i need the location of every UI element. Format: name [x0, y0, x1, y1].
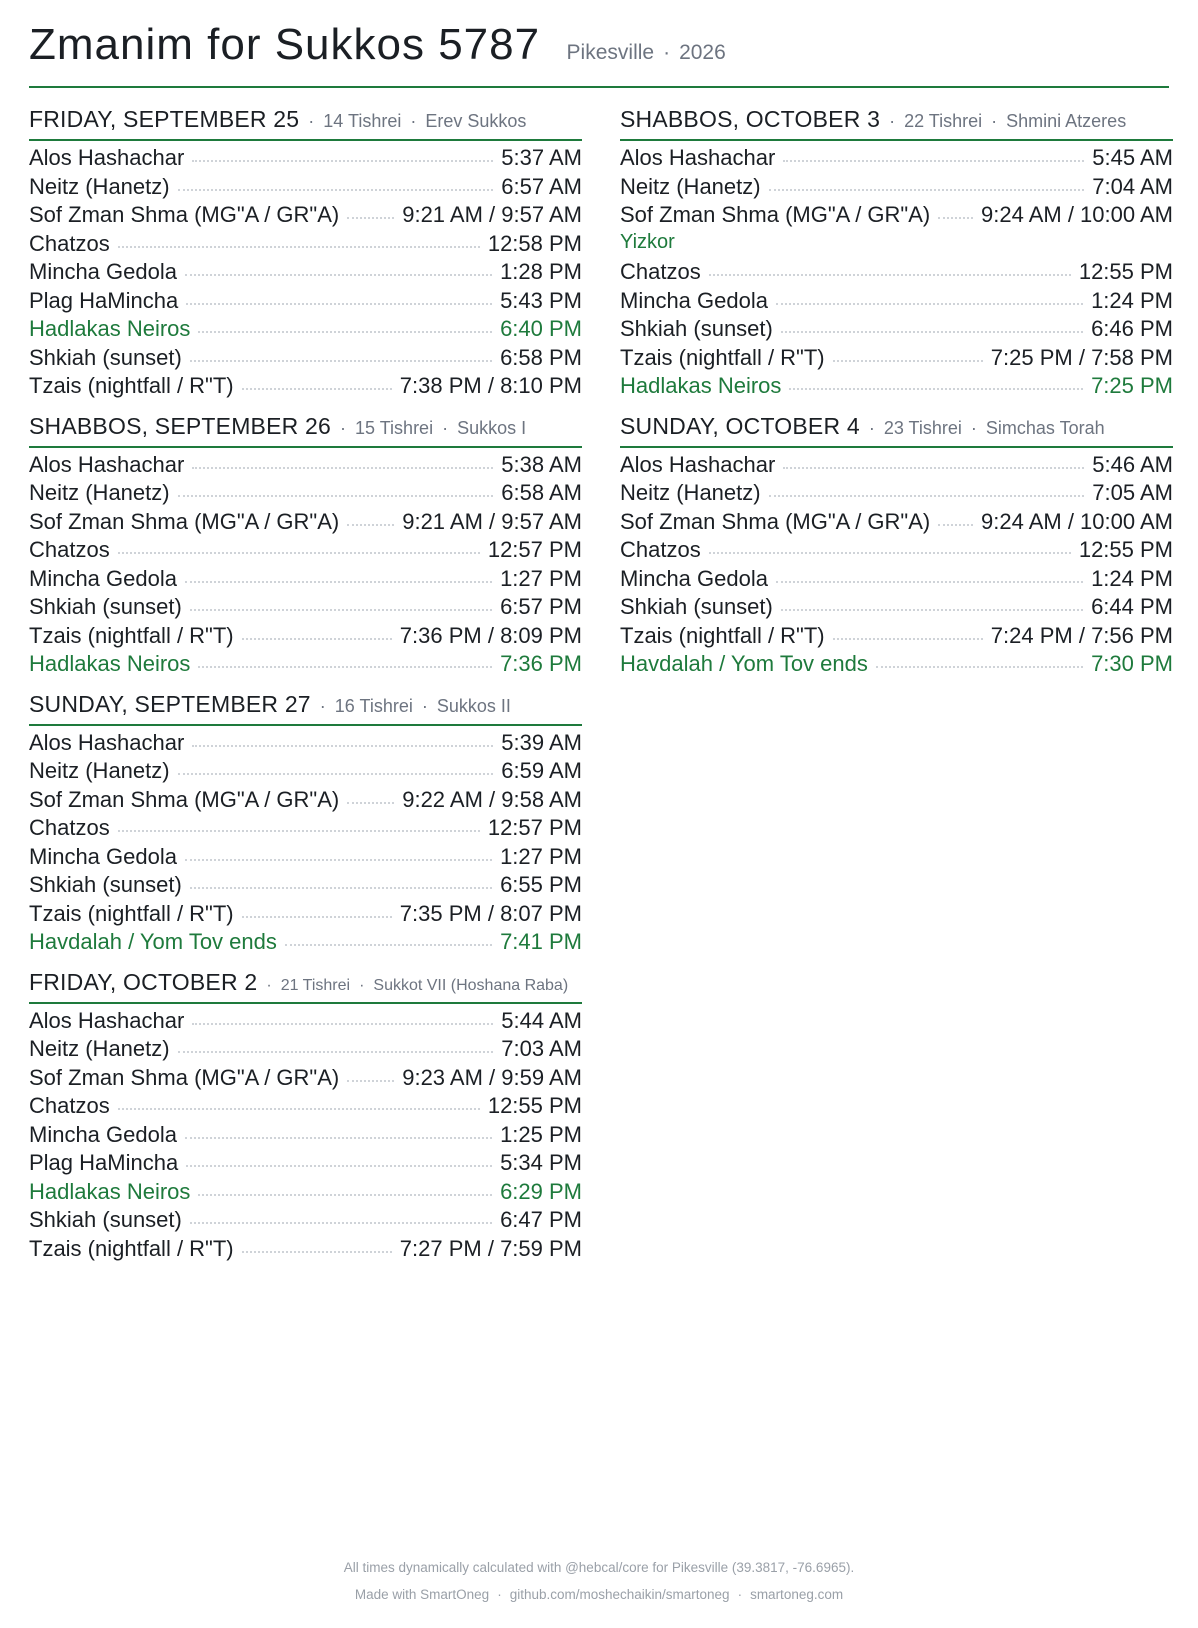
separator-dot: ·: [359, 976, 365, 994]
zman-time: 6:58 AM: [501, 480, 582, 505]
zman-label: Sof Zman Shma (MG"A / GR"A): [29, 1064, 340, 1090]
dot-leader: [789, 388, 1083, 390]
hebrew-date: 23 Tishrei: [883, 417, 962, 438]
separator-dot: ·: [410, 111, 417, 131]
zman-row: [620, 145, 1173, 174]
zman-row: [620, 480, 1173, 509]
zman-label: Alos Hashachar: [29, 729, 185, 755]
zman-label: Havdalah / Yom Tov ends: [29, 929, 277, 954]
zman-row: [29, 145, 582, 174]
dot-leader: [178, 773, 494, 775]
zman-row: [620, 316, 1173, 345]
zman-label: Chatzos: [29, 1093, 110, 1118]
separator-dot: ·: [266, 976, 272, 994]
zman-time: 5:43 PM: [500, 287, 582, 313]
day-header: [29, 106, 582, 141]
zman-label: Plag HaMincha: [29, 287, 179, 313]
dot-leader: [938, 524, 973, 526]
zman-time: 7:04 AM: [1092, 173, 1173, 199]
zman-time: 7:36 PM: [500, 651, 582, 676]
dot-leader: [781, 331, 1083, 333]
separator-dot: ·: [970, 417, 977, 438]
dot-leader: [783, 467, 1084, 469]
holiday-name: Shmini Atzeres: [1006, 111, 1127, 131]
zman-time: 6:57 AM: [501, 173, 582, 199]
dot-leader: [118, 830, 480, 832]
separator-dot: ·: [889, 111, 896, 131]
day-header: [29, 413, 582, 448]
day-name: SHABBOS, SEPTEMBER 26: [29, 412, 332, 439]
day-name: FRIDAY, OCTOBER 2: [29, 968, 258, 995]
zman-label: Alos Hashachar: [620, 451, 776, 477]
separator-dot: ·: [319, 695, 326, 716]
zman-label: Tzais (nightfall / R"T): [29, 622, 234, 648]
zman-time: 9:24 AM / 10:00 AM: [980, 508, 1173, 534]
zman-row: [29, 452, 582, 481]
zman-label: Chatzos: [29, 230, 110, 256]
dot-leader: [192, 160, 493, 162]
zman-time: 7:35 PM / 8:07 PM: [399, 900, 582, 926]
zman-label: Sof Zman Shma (MG"A / GR"A): [620, 508, 931, 534]
separator-dot: ·: [991, 111, 998, 131]
zman-row: [29, 373, 582, 402]
holiday-name: Simchas Torah: [985, 417, 1105, 438]
dot-leader: [190, 1222, 492, 1224]
zman-label: Alos Hashachar: [29, 145, 185, 170]
day-name: SHABBOS, OCTOBER 3: [620, 106, 881, 132]
zman-row: [29, 1236, 582, 1265]
zman-time: 1:27 PM: [500, 565, 582, 591]
zman-time: 6:46 PM: [1091, 316, 1173, 341]
zman-time: 9:22 AM / 9:58 AM: [402, 786, 582, 812]
zman-time: 9:24 AM / 10:00 AM: [980, 202, 1173, 227]
zman-time: 5:38 AM: [501, 451, 582, 477]
zman-row: [29, 316, 582, 345]
zman-time: 12:55 PM: [1078, 259, 1173, 284]
zman-label: Tzais (nightfall / R"T): [29, 1235, 234, 1261]
zman-row: [620, 202, 1173, 231]
dot-leader: [190, 887, 492, 889]
zman-label: Alos Hashachar: [620, 145, 776, 170]
made-with-label: Made with SmartOneg: [354, 1587, 490, 1602]
day-meta: [299, 111, 526, 131]
page-header: [29, 20, 1169, 88]
zman-row: [29, 509, 582, 538]
zman-label: Hadlakas Neiros: [29, 651, 191, 676]
dot-leader: [709, 552, 1071, 554]
zman-row: [29, 730, 582, 759]
zman-row: [620, 259, 1173, 288]
zman-time: 7:27 PM / 7:59 PM: [399, 1235, 582, 1261]
dot-leader: [781, 609, 1083, 611]
day-name: SUNDAY, OCTOBER 4: [620, 412, 860, 439]
right-column: [620, 106, 1173, 691]
dot-leader: [347, 1080, 394, 1082]
zman-row: [620, 174, 1173, 203]
zman-time: 6:57 PM: [500, 594, 582, 619]
dot-leader: [185, 274, 492, 276]
zman-row: [29, 623, 582, 652]
zman-label: Shkiah (sunset): [29, 1207, 182, 1232]
zman-time: 6:40 PM: [500, 316, 582, 341]
zman-label: Sof Zman Shma (MG"A / GR"A): [29, 786, 340, 812]
zman-row: [29, 651, 582, 680]
zman-row: [29, 1093, 582, 1122]
separator-dot: ·: [308, 111, 315, 131]
zman-row: [620, 231, 1173, 260]
zman-label: Sof Zman Shma (MG"A / GR"A): [29, 508, 340, 534]
zman-row: [29, 1179, 582, 1208]
zman-label: Hadlakas Neiros: [29, 1178, 191, 1204]
dot-leader: [242, 638, 392, 640]
zman-row: [29, 1122, 582, 1151]
zman-time: 5:34 PM: [500, 1150, 582, 1175]
dot-leader: [192, 745, 493, 747]
zman-time: 12:55 PM: [487, 1093, 582, 1118]
zman-row: [29, 288, 582, 317]
zman-row: [620, 623, 1173, 652]
dot-leader: [242, 388, 392, 390]
dot-leader: [178, 495, 494, 497]
dot-leader: [190, 609, 492, 611]
dot-leader: [178, 1051, 494, 1053]
day-section: [29, 413, 582, 680]
dot-leader: [285, 944, 492, 946]
zman-row: [29, 1150, 582, 1179]
zman-row: [29, 174, 582, 203]
zman-time: 7:03 AM: [501, 1036, 582, 1061]
separator-dot: ·: [442, 417, 449, 438]
zman-label: Plag HaMincha: [29, 1150, 179, 1175]
zman-label: Shkiah (sunset): [620, 316, 773, 341]
holiday-name: Sukkot VII (Hoshana Raba): [373, 976, 569, 994]
zman-label: Neitz (Hanetz): [620, 480, 761, 505]
day-section: [29, 969, 582, 1265]
zman-row: [620, 345, 1173, 374]
dot-leader: [242, 916, 392, 918]
zman-row: [620, 566, 1173, 595]
zman-time: 9:21 AM / 9:57 AM: [402, 508, 582, 534]
zman-time: 12:55 PM: [1078, 537, 1173, 562]
zman-time: 1:28 PM: [500, 259, 582, 284]
zman-row: [620, 537, 1173, 566]
zman-label: Mincha Gedola: [29, 843, 177, 869]
zman-row: [620, 288, 1173, 317]
zman-label: Tzais (nightfall / R"T): [29, 900, 234, 926]
day-header: [620, 413, 1173, 448]
zman-time: 1:27 PM: [500, 843, 582, 869]
zman-time: 6:44 PM: [1091, 594, 1173, 619]
dot-leader: [198, 331, 492, 333]
zman-label: Havdalah / Yom Tov ends: [620, 651, 868, 676]
zman-row: [29, 1008, 582, 1037]
separator-dot: ·: [868, 417, 875, 438]
zman-label: Neitz (Hanetz): [29, 758, 170, 783]
page-subtitle: [567, 41, 726, 65]
zman-row: [620, 594, 1173, 623]
dot-leader: [198, 666, 492, 668]
separator-dot: ·: [340, 417, 347, 438]
holiday-name: Sukkos I: [457, 417, 527, 438]
day-section: [29, 691, 582, 958]
hebrew-date: 16 Tishrei: [334, 695, 413, 716]
zman-row: [620, 509, 1173, 538]
dot-leader: [938, 217, 973, 219]
zman-label: Hadlakas Neiros: [29, 316, 191, 341]
zman-row: [29, 901, 582, 930]
zman-row: [620, 651, 1173, 680]
page-title: Zmanim for Sukkos 5787: [29, 20, 541, 69]
zman-row: [29, 1036, 582, 1065]
dot-leader: [178, 189, 494, 191]
dot-leader: [709, 274, 1071, 276]
zman-row: [29, 594, 582, 623]
holiday-name: Erev Sukkos: [425, 111, 527, 131]
hebrew-date: 15 Tishrei: [355, 417, 434, 438]
zman-label: Yizkor: [620, 230, 675, 253]
zman-row: [29, 202, 582, 231]
zman-label: Alos Hashachar: [29, 451, 185, 477]
dot-leader: [347, 217, 394, 219]
zman-label: Shkiah (sunset): [29, 344, 182, 370]
zman-row: [620, 452, 1173, 481]
hebrew-date: 21 Tishrei: [280, 976, 351, 994]
zman-row: [29, 345, 582, 374]
dot-leader: [185, 581, 492, 583]
zman-label: Sof Zman Shma (MG"A / GR"A): [29, 202, 340, 227]
dot-leader: [192, 1023, 493, 1025]
zman-label: Chatzos: [620, 259, 701, 284]
zman-time: 5:37 AM: [501, 145, 582, 170]
dot-leader: [833, 360, 983, 362]
zman-label: Shkiah (sunset): [29, 594, 182, 619]
zman-time: 9:21 AM / 9:57 AM: [402, 202, 582, 227]
site-link[interactable]: smartoneg.com: [750, 1587, 844, 1602]
zman-time: 12:57 PM: [487, 815, 582, 840]
zman-label: Neitz (Hanetz): [620, 173, 761, 199]
day-name: FRIDAY, SEPTEMBER 25: [29, 106, 300, 132]
dot-leader: [185, 859, 492, 861]
zman-time: 6:58 PM: [500, 344, 582, 370]
github-link[interactable]: github.com/moshechaikin/smartoneg: [509, 1587, 730, 1602]
dot-leader: [186, 303, 492, 305]
day-section: [29, 106, 582, 402]
zman-label: Neitz (Hanetz): [29, 480, 170, 505]
zman-time: 1:24 PM: [1091, 287, 1173, 313]
zman-row: [29, 259, 582, 288]
zman-label: Chatzos: [29, 537, 110, 562]
zman-label: Shkiah (sunset): [620, 594, 773, 619]
zman-row: [29, 844, 582, 873]
zman-time: 6:59 AM: [501, 758, 582, 783]
day-header: [29, 691, 582, 726]
zman-label: Mincha Gedola: [620, 287, 768, 313]
dot-leader: [198, 1194, 492, 1196]
zman-row: [29, 787, 582, 816]
zman-label: Chatzos: [29, 815, 110, 840]
zman-label: Alos Hashachar: [29, 1007, 185, 1033]
zman-row: [29, 231, 582, 260]
zman-time: 12:58 PM: [487, 230, 582, 256]
zman-time: 6:47 PM: [500, 1207, 582, 1232]
dot-leader: [190, 360, 492, 362]
dot-leader: [186, 1165, 492, 1167]
zman-label: Hadlakas Neiros: [620, 373, 782, 398]
dot-leader: [833, 638, 983, 640]
dot-leader: [118, 552, 480, 554]
zman-label: Sof Zman Shma (MG"A / GR"A): [620, 202, 931, 227]
dot-leader: [776, 303, 1083, 305]
dot-leader: [192, 467, 493, 469]
separator-dot: ·: [663, 41, 671, 64]
day-header: [620, 106, 1173, 141]
zman-label: Mincha Gedola: [29, 259, 177, 284]
zman-time: 9:23 AM / 9:59 AM: [402, 1064, 582, 1090]
zman-time: 7:38 PM / 8:10 PM: [399, 373, 582, 398]
zman-label: Neitz (Hanetz): [29, 1036, 170, 1061]
zman-time: 7:25 PM: [1091, 373, 1173, 398]
hebrew-date: 14 Tishrei: [323, 111, 402, 131]
zman-label: Shkiah (sunset): [29, 872, 182, 897]
zman-time: 7:05 AM: [1092, 480, 1173, 505]
zman-time: 7:24 PM / 7:56 PM: [990, 622, 1173, 648]
zman-time: 1:25 PM: [500, 1121, 582, 1147]
dot-leader: [783, 160, 1084, 162]
zman-time: 6:29 PM: [500, 1178, 582, 1204]
zman-time: 5:44 AM: [501, 1007, 582, 1033]
zman-time: 7:30 PM: [1091, 651, 1173, 676]
dot-leader: [776, 581, 1083, 583]
zman-label: Tzais (nightfall / R"T): [620, 622, 825, 648]
zman-label: Tzais (nightfall / R"T): [29, 373, 234, 398]
dot-leader: [118, 1108, 480, 1110]
year-label: 2026: [679, 41, 726, 64]
zman-time: 5:45 AM: [1092, 145, 1173, 170]
zman-label: Chatzos: [620, 537, 701, 562]
zman-time: 7:36 PM / 8:09 PM: [399, 622, 582, 648]
zman-time: 6:55 PM: [500, 872, 582, 897]
zman-label: Mincha Gedola: [620, 565, 768, 591]
zman-time: 5:46 AM: [1092, 451, 1173, 477]
zman-row: [29, 566, 582, 595]
hebrew-date: 22 Tishrei: [904, 111, 983, 131]
day-header: [29, 969, 582, 1004]
zman-row: [29, 815, 582, 844]
zman-label: Mincha Gedola: [29, 565, 177, 591]
location-label: Pikesville: [566, 41, 655, 64]
separator-dot: ·: [497, 1587, 502, 1602]
day-name: SUNDAY, SEPTEMBER 27: [29, 690, 311, 717]
day-section: [620, 106, 1173, 402]
zman-row: [29, 480, 582, 509]
dot-leader: [769, 495, 1085, 497]
zman-time: 7:41 PM: [500, 929, 582, 954]
zman-time: 1:24 PM: [1091, 565, 1173, 591]
zman-time: 12:57 PM: [487, 537, 582, 562]
zman-time: 5:39 AM: [501, 729, 582, 755]
zman-row: [29, 758, 582, 787]
dot-leader: [347, 524, 394, 526]
day-section: [620, 413, 1173, 680]
separator-dot: ·: [737, 1587, 743, 1602]
zman-label: Tzais (nightfall / R"T): [620, 344, 825, 370]
dot-leader: [185, 1137, 492, 1139]
zman-label: Mincha Gedola: [29, 1121, 177, 1147]
footer-links: [0, 1587, 1198, 1602]
zman-row: [29, 1207, 582, 1236]
zman-row: [29, 872, 582, 901]
left-column: [29, 106, 582, 1275]
day-meta: [880, 111, 1126, 131]
zman-row: [620, 373, 1173, 402]
day-meta: [331, 418, 526, 438]
footer-credits: All times dynamically calculated with @hebcal/core for Pikesville (39.3817, -76.6965).: [343, 1560, 855, 1575]
zman-label: Neitz (Hanetz): [29, 173, 170, 199]
holiday-name: Sukkos II: [436, 695, 511, 716]
zman-time: 7:25 PM / 7:58 PM: [990, 344, 1173, 370]
dot-leader: [876, 666, 1083, 668]
day-meta: [257, 977, 568, 994]
day-meta: [860, 418, 1105, 438]
day-meta: [311, 696, 511, 716]
separator-dot: ·: [421, 695, 428, 716]
dot-leader: [242, 1251, 392, 1253]
dot-leader: [769, 189, 1085, 191]
zman-row: [29, 1065, 582, 1094]
zman-row: [29, 537, 582, 566]
dot-leader: [347, 802, 394, 804]
zman-row: [29, 929, 582, 958]
dot-leader: [118, 246, 480, 248]
